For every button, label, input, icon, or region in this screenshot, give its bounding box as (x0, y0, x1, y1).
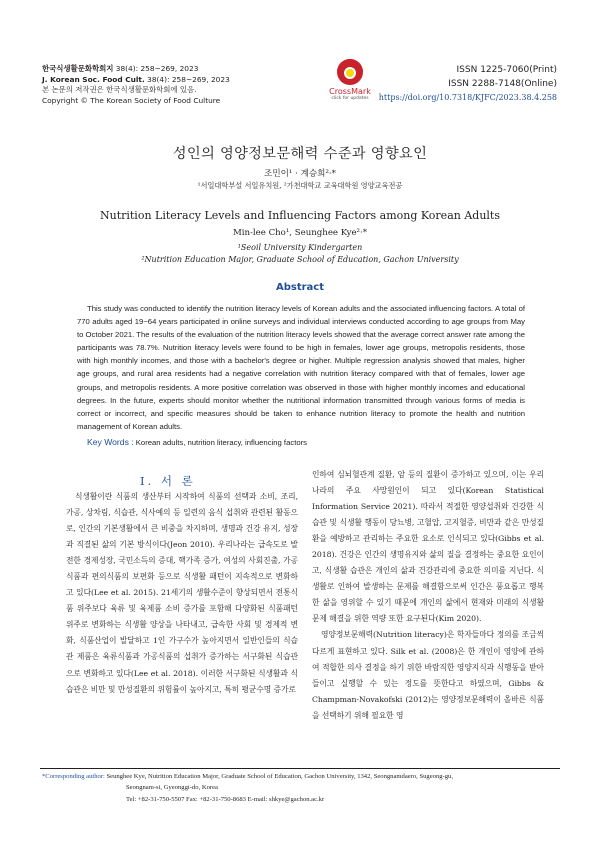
copyright-notice-ko: 본 논문의 저작권은 한국식생활문화학회에 있음. (42, 85, 197, 95)
corresponding-author-footnote (42, 771, 566, 805)
paragraph: 식생활이란 식품의 생산부터 시작하여 식품의 선택과 소비, 조리, 가공, 상차림, 식습관, 식사예의 등 일련의 음식 섭취와 관련된 활동으로, 인간의 기본생활에서 큰 비중을 차지하며, 생명과 건강 유지, 성장과 직결된 삶의 기본 방식이다(Jeon 2010). 우리나라는 급속도로 발전한 경제성장, 국민소득의 증대, 핵가족 증가, 여성의 사회진출, 가공식품과 편의식품의 보편화 등으로 식생활 패턴이 지속적으로 변화하고 있다(Lee et al. 2015). 21세기의 생활수준이 향상되면서 전통식품 위주보다 육류 및 육제품 소비 증가를 포함해 다양화된 식품패턴 위주로 변화하는 식생활 양상을 나타내고, 급속한 사회 및 경제적 변화, 식품산업이 발달하고 1인 가구수가 높아지면서 일반인들의 식습관 제품은 육류식품과 가공식품의 섭취가 증가하는 서구화된 식습관으로 변화하고 있다(Lee et al. 2018). 이러한 서구화된 식생활과 식습관은 비만 및 만성질환의 위험률이 높아지고, 특히 평균수명 증가로 (66, 492, 298, 694)
footnote-line-3: Tel: +82-31-750-5507 Fax: +82-31-750-8683 E-mail: shkye@gachon.ac.kr (126, 795, 325, 803)
issn-online: ISSN 2288-7148(Online) (448, 79, 557, 89)
journal-title-en: J. Korean Soc. Food Cult. (42, 74, 145, 84)
keywords-line (87, 437, 307, 447)
body-column-left (66, 489, 298, 698)
affiliation-english-1: ¹Seoil University Kindergarten (237, 243, 363, 252)
affiliation-english-2: ²Nutrition Education Major, Graduate School of Education, Gachon University (141, 255, 459, 264)
footnote-line-1: Seunghee Kye, Nutrition Education Major, Graduate School of Education, Gachon University, 1342, Seongnamdaero, Sugeong-gu, (106, 773, 453, 780)
crossmark-icon (337, 59, 363, 85)
footnote-label: *Corresponding author: (42, 773, 105, 780)
keywords-label: Key Words : (87, 437, 134, 447)
footnote-line-2: Seongnam-si, Gyeonggi-do, Korea (126, 784, 218, 792)
crossmark-sublabel: click for updates (331, 96, 369, 101)
title-korean: 성인의 영양정보문해력 수준과 영향요인 (172, 146, 428, 162)
journal-title-ko: 한국식생활문화학회지 (42, 64, 114, 73)
abstract-heading: Abstract (275, 282, 325, 293)
affiliation-korean: ¹서일대학부설 서일유치원, ²가천대학교 교육대학원 영양교육전공 (197, 181, 403, 190)
issn-block (379, 63, 557, 105)
journal-header (42, 64, 230, 106)
body-column-right (312, 467, 544, 724)
journal-citation-ko: 38(4): 258~269, 2023 (115, 64, 199, 73)
paragraph: 인하여 심뇌혈관계 질환, 암 등의 질환이 증가하고 있으며, 이는 우리나라의 주요 사망원인이 되고 있다(Korean Statistical Information Service 2021). 따라서 적절한 영양섭취와 건강한 식습관 및 식생활 행동이 당뇨병, 고혈압, 고지혈증, 비만과 같은 만성질환을 예방하고 관리하는 주요한 요소로 인식되고 있다(Gibbs et al. 2018). 건강은 인간의 생명유지와 삶의 질을 결정하는 중요한 요인이고, 식생활 습관은 개인의 삶과 건강관리에 중요한 의미를 지닌다. 식생활로 인하여 발생하는 문제를 해결함으로써 인간은 풍요롭고 행복한 삶을 영위할 수 있기 때문에 개인의 삶에서 현재와 미래의 식생활 문제 해결을 위한 역량 또한 요구된다(Kim 2020). (312, 470, 544, 624)
copyright-notice: Copyright © The Korean Society of Food Culture (42, 95, 221, 105)
crossmark-badge[interactable] (324, 59, 376, 101)
footnote-divider (40, 768, 560, 769)
paragraph: 영양정보문해력(Nutrition literacy)은 학자들마다 정의를 조금씩 다르게 표현하고 있다. Silk et al. (2008)은 한 개인이 영양에 관하여 적합한 의사 결정을 하기 위한 바람직한 영양지식과 식행동을 받아들이고 실행할 수 있는 정도를 뜻한다고 하였으며, Gibbs & Champman-Novakofski (2012)는 영양정보문해력이 올바른 식품을 선택하기 위해 필요한 영 (312, 630, 544, 720)
doi-link[interactable]: https://doi.org/10.7318/KJFC/2023.38.4.258 (378, 93, 557, 102)
abstract-body: This study was conducted to identify the nutrition literacy levels of Korean adults and the associated influencing factors. A total of 770 adults aged 19~64 years participated in online surveys and individual interviews conducted according to age groups from May to October 2021. The results of the evaluation of the nutrition literacy levels showed that the average correct answer rate among the participants was 78.7%. Nutrition literacy levels were found to be high in females, lower age groups, metropolis residents, those with high monthly incomes, and those with a bachelor's degree or higher. Multiple regression analysis showed that males, higher age groups, and rural area residents had a negative correlation with nutrition literacy compared with that of females, lower age groups, and metropolis residents. A more positive correlation was observed in those with higher monthly incomes and educational degrees. In the future, experts should monitor whether the nutritional information transmitted through various forms of media is correct or incorrect, and specific measures should be taken to enhance nutrition literacy to promote the health and nutrition management of Korean adults. (77, 304, 525, 431)
authors-english: Min-lee Cho¹, Seunghee Kye²·* (232, 228, 368, 238)
title-english: Nutrition Literacy Levels and Influencing Factors among Korean Adults (99, 209, 500, 222)
section-heading-introduction: I. 서 론 (140, 474, 196, 488)
crossmark-label: CrossMark (329, 87, 371, 96)
keywords-text: Korean adults, nutrition literacy, influencing factors (135, 438, 308, 447)
authors-korean: 조민이¹ · 계승희²·* (264, 169, 336, 179)
journal-citation-en: 38(4): 258~269, 2023 (147, 74, 230, 84)
issn-print: ISSN 1225-7060(Print) (456, 65, 557, 75)
